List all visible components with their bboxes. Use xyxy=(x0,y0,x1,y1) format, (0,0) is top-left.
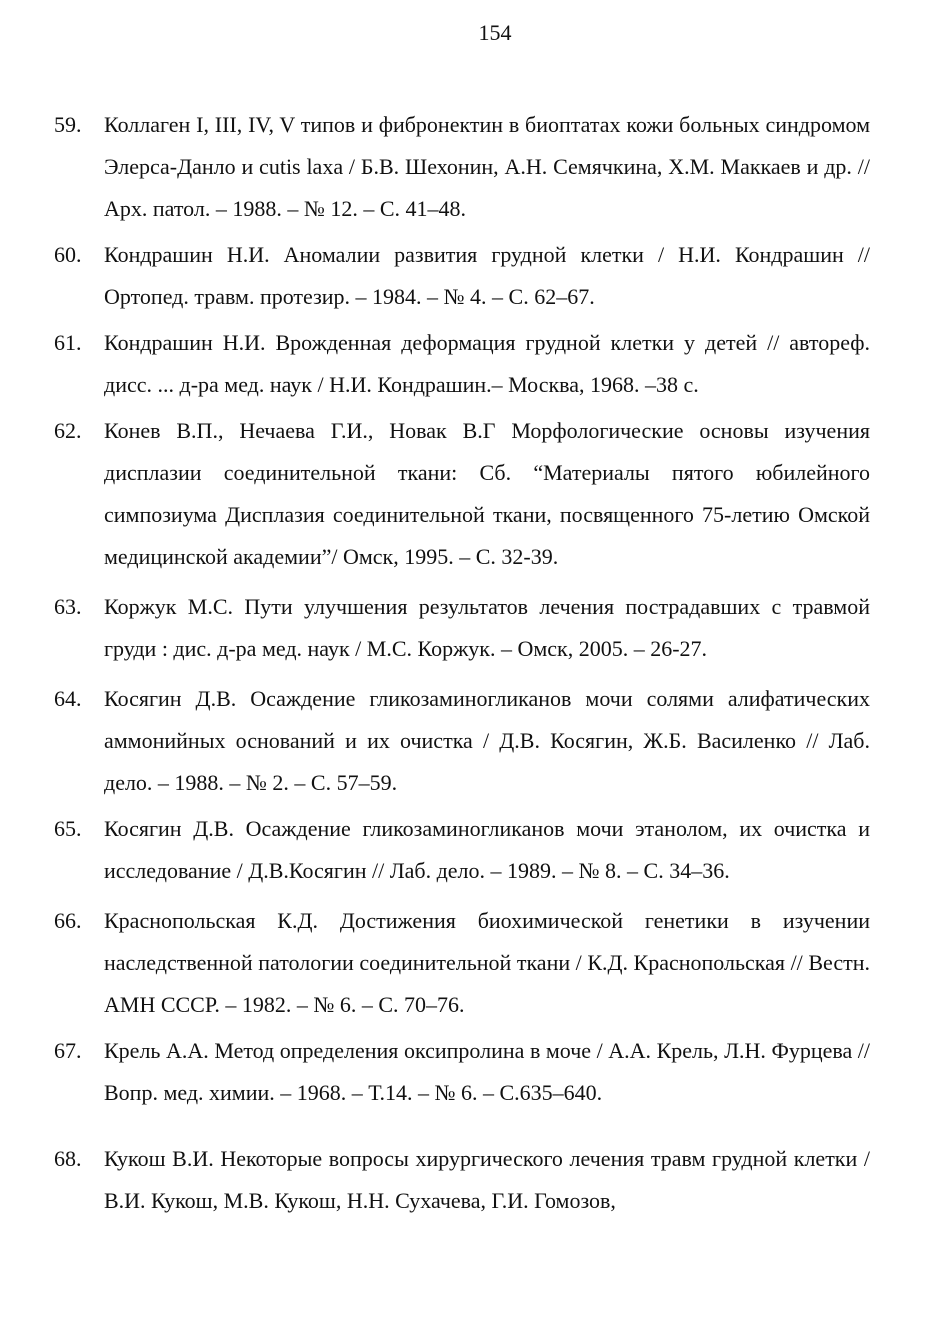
reference-item xyxy=(54,808,870,892)
reference-number: 62. xyxy=(54,418,82,443)
reference-text: Коржук М.С. Пути улучшения результатов лечения пострадавших с травмой груди : дис. д-ра мед. наук / М.С. Коржук. – Омск, 2005. – 26-27. xyxy=(104,594,870,661)
reference-item xyxy=(54,104,870,230)
reference-item xyxy=(54,900,870,1026)
reference-text: Кукош В.И. Некоторые вопросы хирургического лечения травм грудной клетки / В.И. Кукош, М.В. Кукош, Н.Н. Сухачева, Г.И. Гомозов, xyxy=(104,1146,870,1213)
reference-text: Краснопольская К.Д. Достижения биохимической генетики в изучении наследственной патологии соединительной ткани / К.Д. Краснопольская // Вестн. АМН СССР. – 1982. – № 6. – С. 70–76. xyxy=(104,908,870,1017)
reference-list xyxy=(54,104,870,1222)
reference-number: 66. xyxy=(54,908,82,933)
reference-text: Крель А.А. Метод определения оксипролина в моче / А.А. Крель, Л.Н. Фурцева // Вопр. мед. химии. – 1968. – Т.14. – № 6. – С.635–640. xyxy=(104,1038,870,1105)
reference-text: Косягин Д.В. Осаждение гликозаминогликанов мочи этанолом, их очистка и исследование / Д.В.Косягин // Лаб. дело. – 1989. – № 8. – С. 34–36. xyxy=(104,816,870,883)
reference-number: 65. xyxy=(54,816,82,841)
reference-number: 59. xyxy=(54,112,82,137)
reference-number: 61. xyxy=(54,330,82,355)
reference-item xyxy=(54,322,870,406)
reference-item xyxy=(54,1030,870,1114)
reference-item xyxy=(54,678,870,804)
reference-item xyxy=(54,586,870,670)
reference-item xyxy=(54,234,870,318)
reference-text: Кондрашин Н.И. Аномалии развития грудной клетки / Н.И. Кондрашин // Ортопед. травм. протезир. – 1984. – № 4. – С. 62–67. xyxy=(104,242,870,309)
reference-text: Коллаген I, III, IV, V типов и фибронектин в биоптатах кожи больных синдромом Элерса-Данло и cutis laxa / Б.В. Шехонин, А.Н. Семячкина, Х.М. Маккаев и др. // Арх. патол. – 1988. – № 12. – С. 41–48. xyxy=(104,112,870,221)
reference-text: Кондрашин Н.И. Врожденная деформация грудной клетки у детей // автореф. дисс. ... д-ра мед. наук / Н.И. Кондрашин.– Москва, 1968. –38 с. xyxy=(104,330,870,397)
reference-number: 64. xyxy=(54,686,82,711)
reference-item xyxy=(54,410,870,578)
reference-number: 67. xyxy=(54,1038,82,1063)
page-number: 154 xyxy=(478,20,512,45)
reference-item xyxy=(54,1138,870,1222)
reference-number: 68. xyxy=(54,1146,82,1171)
reference-number: 63. xyxy=(54,594,82,619)
reference-text: Косягин Д.В. Осаждение гликозаминогликанов мочи солями алифатических аммонийных оснований и их очистка / Д.В. Косягин, Ж.Б. Василенко // Лаб. дело. – 1988. – № 2. – С. 57–59. xyxy=(104,686,870,795)
reference-number: 60. xyxy=(54,242,82,267)
reference-text: Конев В.П., Нечаева Г.И., Новак В.Г Морфологические основы изучения дисплазии соединительной ткани: Сб. “Материалы пятого юбилейного симпозиума Дисплазия соединительной ткани, посвященного 75-летию Омской медицинской академии”/ Омск, 1995. – С. 32-39. xyxy=(104,418,870,569)
